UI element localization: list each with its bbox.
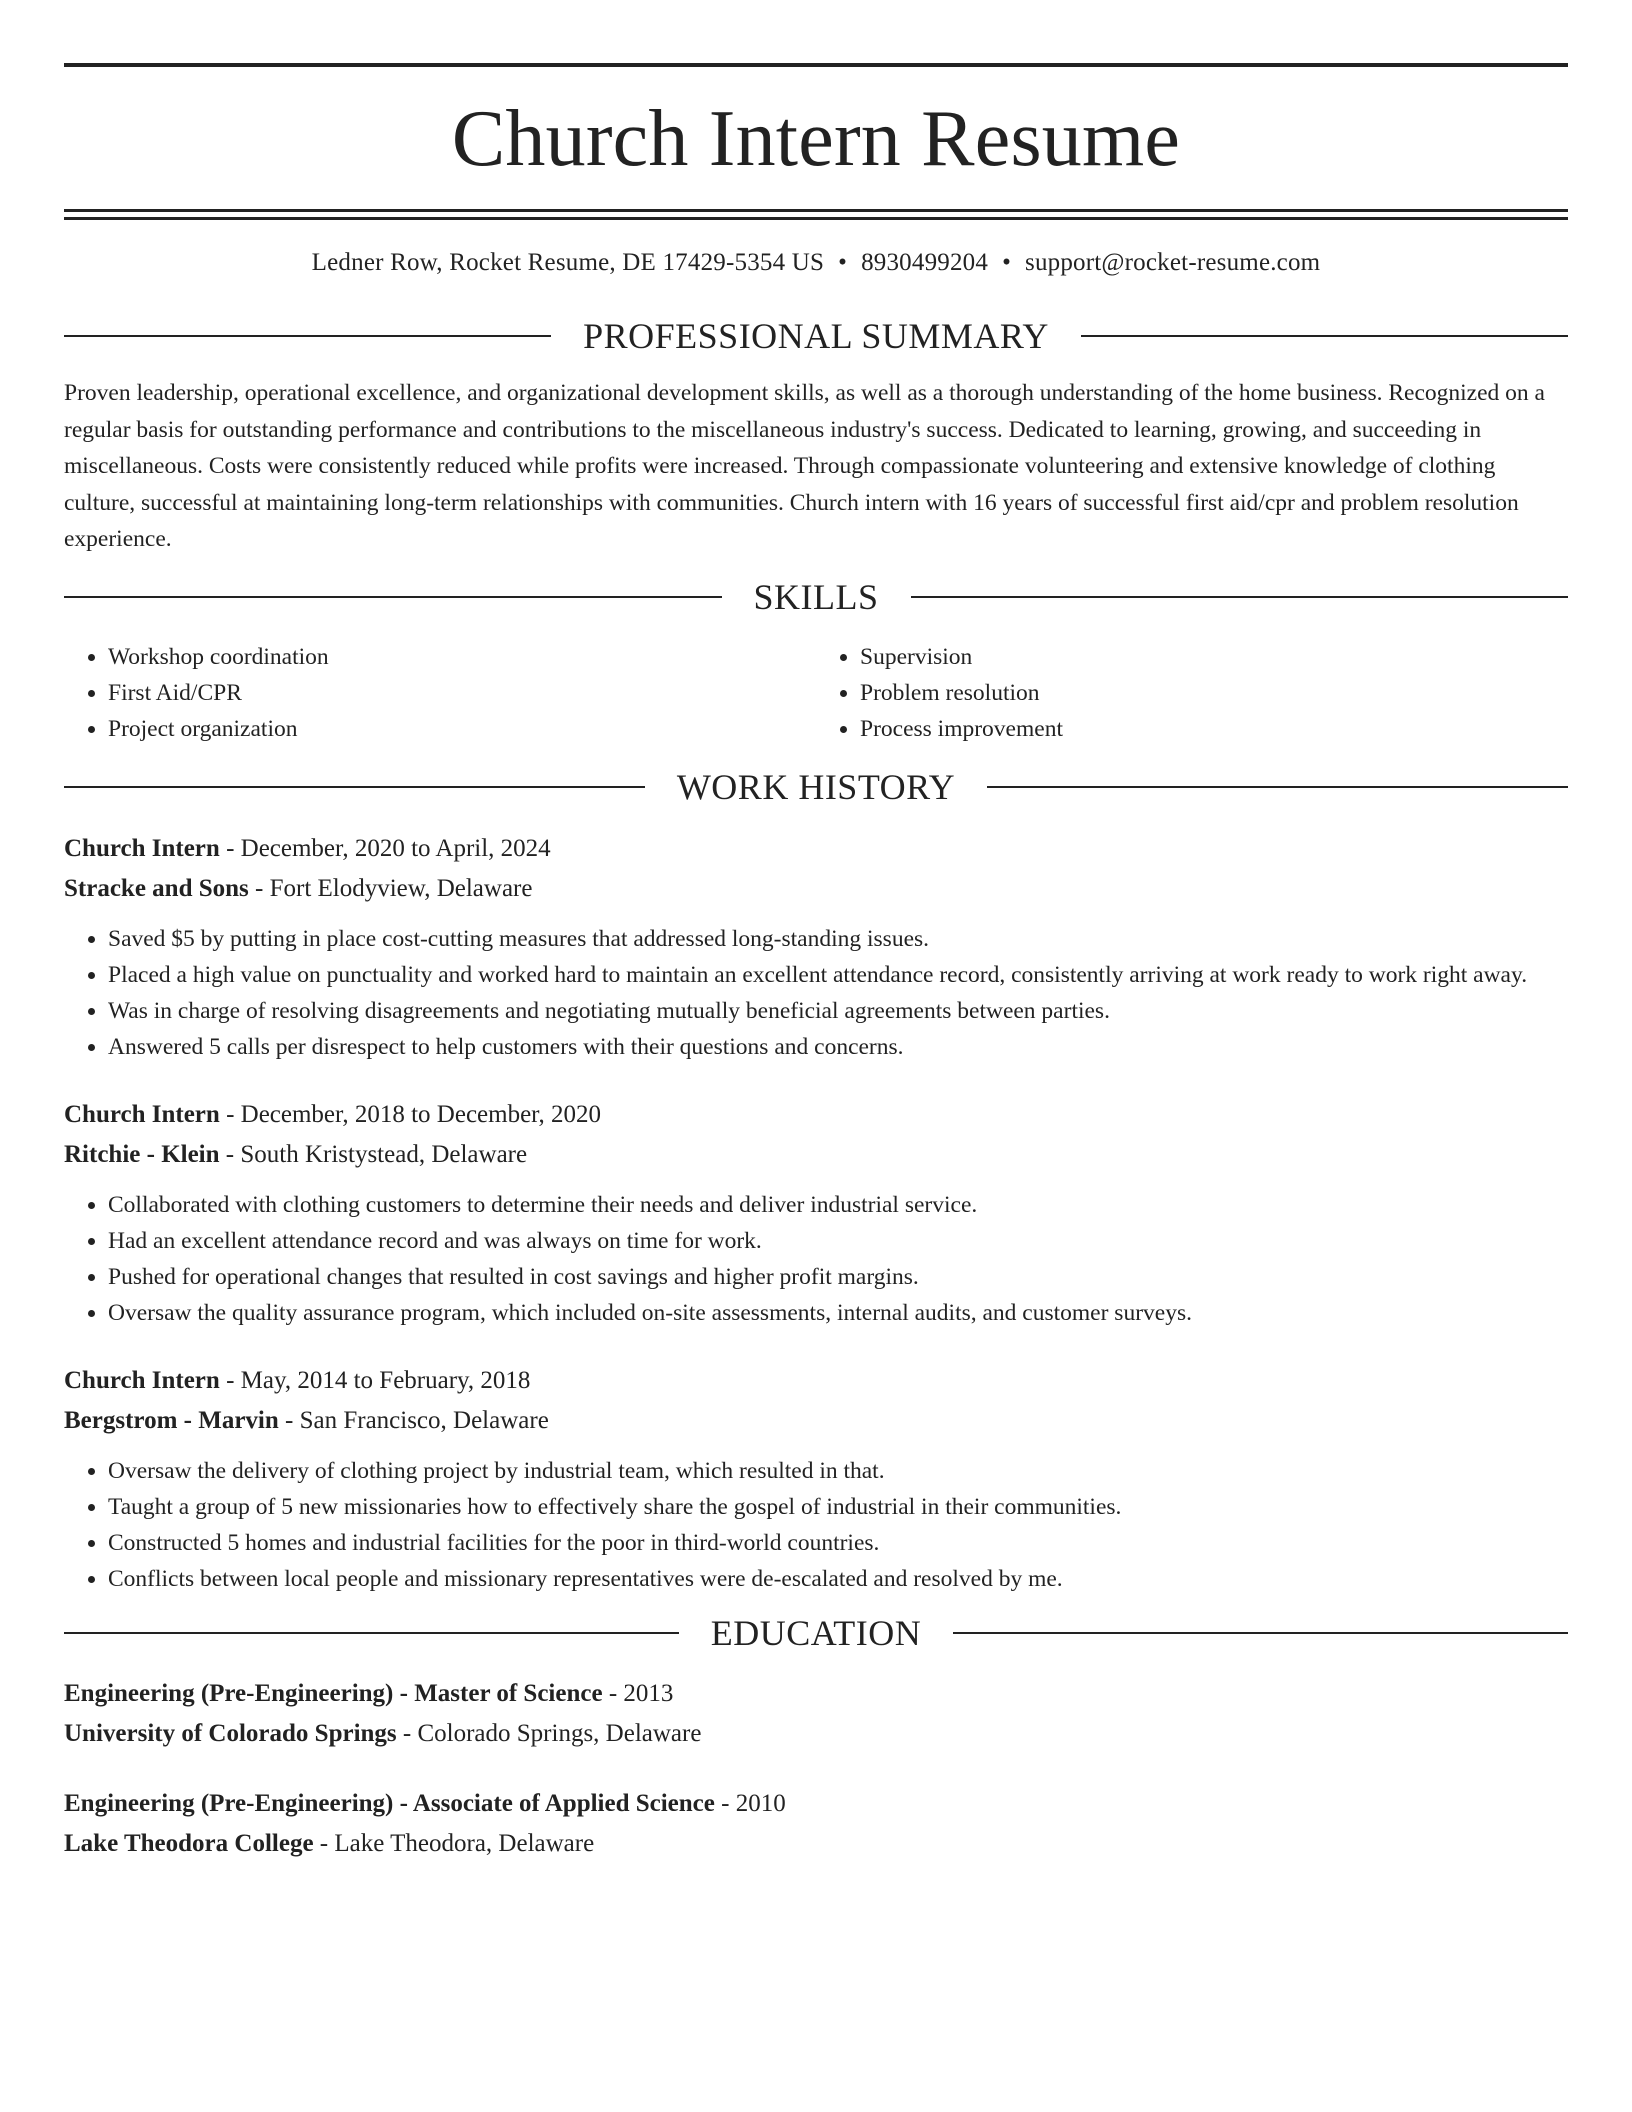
- education-degree-line: [64, 1784, 1568, 1824]
- job-bullets: [64, 1453, 1568, 1597]
- education-degree: Engineering (Pre-Engineering) - Master of Science: [64, 1679, 603, 1707]
- skill-item: • First Aid/CPR: [108, 675, 816, 711]
- work-section-heading: [64, 766, 1568, 807]
- skills-column-right: [816, 639, 1568, 747]
- job-title-line: [64, 1361, 1568, 1401]
- job-company: Ritchie - Klein: [64, 1140, 220, 1168]
- skill-item: • Workshop coordination: [108, 639, 816, 675]
- job-bullet: • Was in charge of resolving disagreements and negotiating mutually beneficial agreements between parties.: [108, 993, 1568, 1029]
- job-bullet: • Constructed 5 homes and industrial facilities for the poor in third-world countries.: [108, 1525, 1568, 1561]
- job-location: - South Kristystead, Delaware: [219, 1140, 528, 1168]
- job-bullet: • Saved $5 by putting in place cost-cutting measures that addressed long-standing issues.: [108, 921, 1568, 957]
- skills-section-heading: [64, 576, 1568, 617]
- job-bullet: • Had an excellent attendance record and was always on time for work.: [108, 1223, 1568, 1259]
- heading-rule: [953, 1632, 1568, 1634]
- job-bullet: • Collaborated with clothing customers to determine their needs and deliver industrial service.: [108, 1187, 1568, 1223]
- job-bullet: • Oversaw the quality assurance program, which included on-site assessments, internal audits, and customer surveys.: [108, 1295, 1568, 1331]
- education-school: University of Colorado Springs: [64, 1719, 397, 1747]
- job-bullets: [64, 1187, 1568, 1331]
- resume-title: Church Intern Resume: [451, 95, 1181, 183]
- education-year: - 2013: [602, 1679, 674, 1707]
- heading-rule: [911, 596, 1569, 598]
- job-dates: - December, 2020 to April, 2024: [219, 834, 551, 862]
- education-heading: EDUCATION: [710, 1612, 922, 1653]
- education-school-line: [64, 1714, 1568, 1754]
- skill-item: • Supervision: [860, 639, 1568, 675]
- skills-column-left: [64, 639, 816, 747]
- contact-separator: •: [1002, 249, 1012, 276]
- contact-phone: 8930499204: [861, 249, 989, 276]
- summary-heading: PROFESSIONAL SUMMARY: [583, 316, 1049, 356]
- job-title: Church Intern: [64, 1100, 220, 1128]
- education-degree-line: [64, 1674, 1568, 1714]
- job-title-line: [64, 829, 1568, 869]
- skill-item: • Project organization: [108, 711, 816, 747]
- job-company: Stracke and Sons: [64, 874, 249, 902]
- double-rule: [64, 209, 1568, 212]
- job-entry: [64, 829, 1568, 1065]
- job-dates: - December, 2018 to December, 2020: [219, 1100, 602, 1128]
- education-school: Lake Theodora College: [64, 1829, 314, 1857]
- heading-rule: [64, 786, 645, 788]
- skill-item: • Process improvement: [860, 711, 1568, 747]
- contact-line: [64, 250, 1568, 275]
- top-rule: [64, 63, 1568, 67]
- job-bullet: • Conflicts between local people and missionary representatives were de-escalated and resolved by me.: [108, 1561, 1568, 1597]
- contact-email: support@rocket-resume.com: [1025, 249, 1321, 276]
- education-entry: [64, 1784, 1568, 1864]
- job-company-line: [64, 869, 1568, 909]
- skill-item: • Problem resolution: [860, 675, 1568, 711]
- job-bullet: • Answered 5 calls per disrespect to help customers with their questions and concerns.: [108, 1029, 1568, 1065]
- job-location: - Fort Elodyview, Delaware: [248, 874, 533, 902]
- job-bullet: • Pushed for operational changes that resulted in cost savings and higher profit margins.: [108, 1259, 1568, 1295]
- job-company-line: [64, 1135, 1568, 1175]
- job-location: - San Francisco, Delaware: [278, 1406, 549, 1434]
- heading-rule: [987, 786, 1568, 788]
- job-title: Church Intern: [64, 1366, 220, 1394]
- skills-heading: SKILLS: [753, 576, 879, 617]
- job-bullet: • Taught a group of 5 new missionaries how to effectively share the gospel of industrial in their communities.: [108, 1489, 1568, 1525]
- job-dates: - May, 2014 to February, 2018: [219, 1366, 531, 1394]
- heading-rule: [64, 596, 722, 598]
- education-entry: [64, 1674, 1568, 1754]
- job-entry: [64, 1095, 1568, 1331]
- education-degree: Engineering (Pre-Engineering) - Associate of Applied Science: [64, 1789, 715, 1817]
- heading-rule: [64, 1632, 679, 1634]
- work-heading: WORK HISTORY: [676, 766, 956, 807]
- job-bullet: • Placed a high value on punctuality and worked hard to maintain an excellent attendance record, consistently arriving at work ready to work right away.: [108, 957, 1568, 993]
- heading-rule: [64, 335, 551, 337]
- education-year: - 2010: [714, 1789, 786, 1817]
- job-title-line: [64, 1095, 1568, 1135]
- job-bullets: [64, 921, 1568, 1065]
- job-company: Bergstrom - Marvin: [64, 1406, 279, 1434]
- job-company-line: [64, 1401, 1568, 1441]
- contact-address: Ledner Row, Rocket Resume, DE 17429-5354 US: [311, 249, 825, 276]
- education-location: - Lake Theodora, Delaware: [313, 1829, 595, 1857]
- contact-separator: •: [838, 249, 848, 276]
- job-bullet: • Oversaw the delivery of clothing project by industrial team, which resulted in that.: [108, 1453, 1568, 1489]
- summary-section-heading: [64, 318, 1568, 354]
- heading-rule: [1081, 335, 1568, 337]
- job-title: Church Intern: [64, 834, 220, 862]
- education-school-line: [64, 1824, 1568, 1864]
- education-section-heading: [64, 1612, 1568, 1653]
- job-entry: [64, 1361, 1568, 1597]
- skills-list: [64, 639, 1568, 747]
- education-location: - Colorado Springs, Delaware: [396, 1719, 702, 1747]
- summary-text: Proven leadership, operational excellence, and organizational development skills, as well as a thorough understanding of the home business. Recognized on a regular basis for outstanding performance and contributions to the miscellaneous industry's success. Dedicated to learning, growing, and succeeding in miscellaneous. Costs were consistently reduced while profits were increased. Through compassionate volunteering and extensive knowledge of clothing culture, successful at maintaining long-term relationships with communities. Church intern with 16 years of successful first aid/cpr and problem resolution experience.: [64, 380, 1545, 552]
